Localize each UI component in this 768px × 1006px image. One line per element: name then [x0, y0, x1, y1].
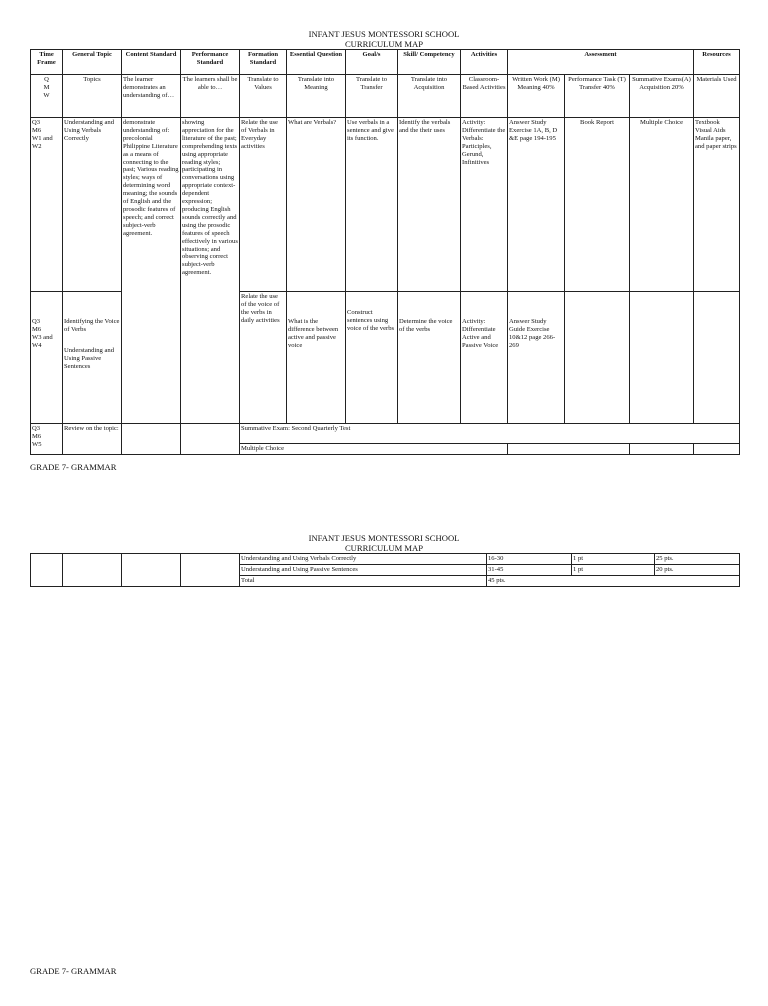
row3-blank-3 [694, 444, 740, 455]
row1-content-standard: demonstrate understanding of: precolonial Philippine Literature as a means of connecting to the past; Various reading styles; ways of determining word meaning; the sounds of English and the prosodic features of speech; and correct subject-verb agreement. [122, 118, 181, 424]
row2-formation-standard: Relate the use of the voice of the verbs in daily activities [240, 292, 287, 424]
sub-performance-standard: The learners shall be able to… [181, 75, 240, 118]
row2-essential-question: What is the difference between active and passive voice [287, 292, 346, 424]
sub-activities: Classroom-Based Activities [461, 75, 508, 118]
row1-essential-question: What are Verbals? [287, 118, 346, 292]
row1-topic: Understanding and Using Verbals Correctly [63, 118, 122, 292]
row1-performance-task: Book Report [565, 118, 630, 292]
p2-total: 20 pts. [655, 564, 740, 575]
p2-points: 1 pt [572, 564, 655, 575]
header-performance-standard: Performance Standard [181, 50, 240, 75]
row3-topic: Review on the topic: [63, 424, 122, 455]
row1-formation-standard: Relate the use of Verbals in Everyday activities [240, 118, 287, 292]
row1-resources: Textbook Visual Aids Manila paper, and paper strips [694, 118, 740, 292]
header-row [31, 50, 740, 75]
row2-resources [694, 292, 740, 424]
curriculum-map-table [30, 49, 740, 455]
sub-content-standard: The learner demonstrates an understanding of… [122, 75, 181, 118]
sub-performance-task: Performance Task (T) Transfer 40% [565, 75, 630, 118]
row3-performance-standard [181, 424, 240, 455]
row2-topic [63, 292, 122, 424]
table-row [31, 424, 740, 444]
row2-time-frame: Q3 M6 W3 and W4 [31, 292, 63, 424]
p2-blank-c [122, 554, 181, 587]
row2-topic-voice: Identifying the Voice of Verbs [64, 318, 120, 333]
p2-items: 31-45 [487, 564, 572, 575]
row1-goals: Use verbals in a sentence and give its function. [346, 118, 398, 292]
document-title: CURRICULUM MAP [344, 39, 424, 49]
header-resources: Resources [694, 50, 740, 75]
row3-multiple-choice: Multiple Choice [240, 444, 508, 455]
sub-skill: Translate into Acquisition [398, 75, 461, 118]
subheader-row [31, 75, 740, 118]
row2-topic-passive: Understanding and Using Passive Sentences [64, 346, 114, 370]
p2-blank-a [31, 554, 63, 587]
row3-time-frame: Q3 M6 W5 [31, 424, 63, 455]
sub-goals: Translate to Transfer [346, 75, 398, 118]
row3-summative-exam: Summative Exam: Second Quarterly Test [240, 424, 740, 444]
row2-performance-task [565, 292, 630, 424]
row1-time-frame: Q3 M6 W1 and W2 [31, 118, 63, 292]
school-name: INFANT JESUS MONTESSORI SCHOOL [308, 29, 460, 39]
row3-blank-2 [630, 444, 694, 455]
row2-activities: Activity: Differentiate Active and Passive Voice [461, 292, 508, 424]
header-formation-standard: Formation Standard [240, 50, 287, 75]
score-table [30, 553, 740, 587]
header-content-standard: Content Standard [122, 50, 181, 75]
sub-essential-question: Translate into Meaning [287, 75, 346, 118]
sub-resources: Materials Used [694, 75, 740, 118]
row1-activities: Activity: Differentiate the Verbals: Participles, Gerund, Infinitives [461, 118, 508, 292]
p2-topic: Total [240, 575, 487, 586]
header-activities: Activities [461, 50, 508, 75]
row1-performance-standard: showing appreciation for the literature of the past; comprehending texts using appropriate reading styles; participating in conversations using appropriate context-dependent expression; producing English sounds correctly and using the prosodic features of speech effectively in various situations; and observing correct subject-verb agreement. [181, 118, 240, 424]
p2-blank-d [181, 554, 240, 587]
header-essential-question: Essential Question [287, 50, 346, 75]
table-row [31, 554, 740, 565]
p2-points: 1 pt [572, 554, 655, 565]
sub-formation-standard: Translate to Values [240, 75, 287, 118]
p2-topic: Understanding and Using Verbals Correctly [240, 554, 487, 565]
row3-blank-1 [508, 444, 630, 455]
row1-summative: Multiple Choice [630, 118, 694, 292]
row2-goals: Construct sentences using voice of the verbs [346, 292, 398, 424]
p2-total: 25 pts. [655, 554, 740, 565]
sub-general-topic: Topics [63, 75, 122, 118]
row2-skill: Determine the voice of the verbs [398, 292, 461, 424]
p2-topic: Understanding and Using Passive Sentences [240, 564, 487, 575]
header-general-topic: General Topic [63, 50, 122, 75]
header-goals: Goal/s [346, 50, 398, 75]
page2-footer: GRADE 7- GRAMMAR [30, 966, 117, 976]
sub-written-work: Written Work (M) Meaning 40% [508, 75, 565, 118]
row1-written-work: Answer Study Exercise 1A, B, D &E page 194-195 [508, 118, 565, 292]
table-row [31, 118, 740, 292]
document-title-2: CURRICULUM MAP [344, 543, 424, 553]
header-assessment: Assessment [508, 50, 694, 75]
row1-skill: Identify the verbals and the their uses [398, 118, 461, 292]
row2-summative [630, 292, 694, 424]
page1-footer: GRADE 7- GRAMMAR [30, 462, 117, 472]
header-time-frame: Time Frame [31, 50, 63, 75]
sub-time-frame: Q M W [31, 75, 63, 118]
p2-items: 16-30 [487, 554, 572, 565]
school-name-2: INFANT JESUS MONTESSORI SCHOOL [308, 533, 460, 543]
p2-items: 45 pts. [487, 575, 740, 586]
row3-content-standard [122, 424, 181, 455]
sub-summative: Summative Exams(A) Acquisition 20% [630, 75, 694, 118]
row2-written-work: Answer Study Guide Exercise 10&12 page 266-269 [508, 292, 565, 424]
header-skill: Skill/ Competency [398, 50, 461, 75]
p2-blank-b [63, 554, 122, 587]
